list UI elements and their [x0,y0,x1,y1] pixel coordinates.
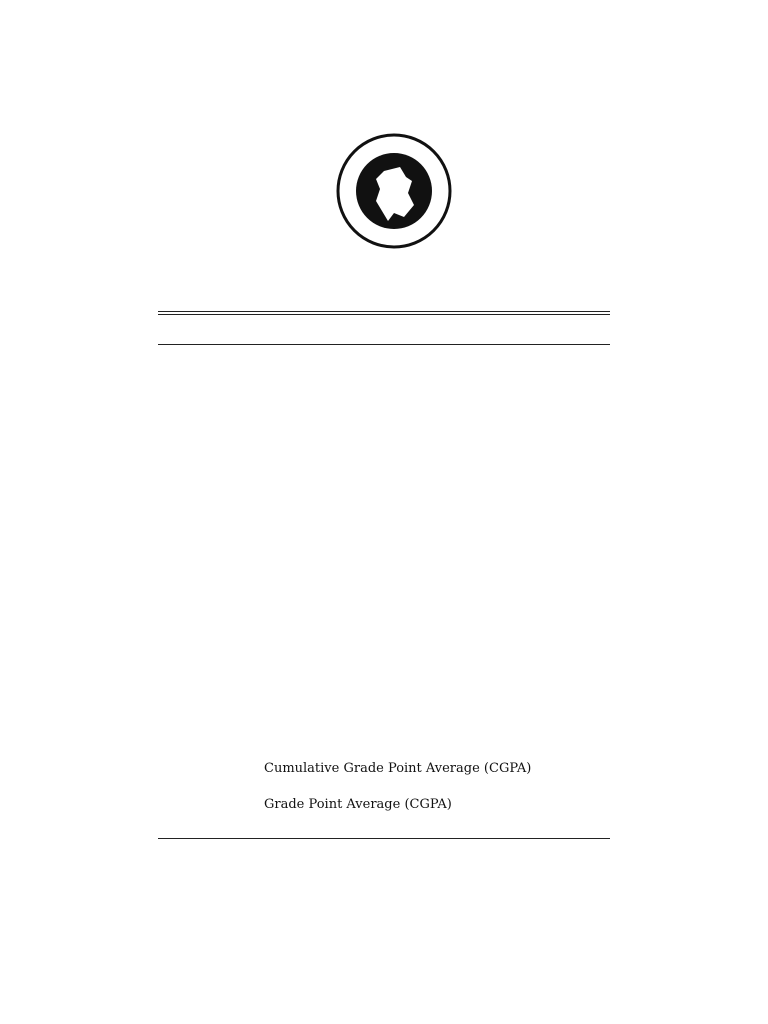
clause-ka-text: Cumulative Grade Point Average (CGPA) [264,761,532,776]
government-seal-icon [336,133,452,249]
rule-top-2 [158,314,610,315]
rule-top-1 [158,311,610,312]
clause-ka-text: Grade Point Average (CGPA) [264,797,452,812]
rule-bottom [158,344,610,345]
footer-rule [158,838,610,839]
